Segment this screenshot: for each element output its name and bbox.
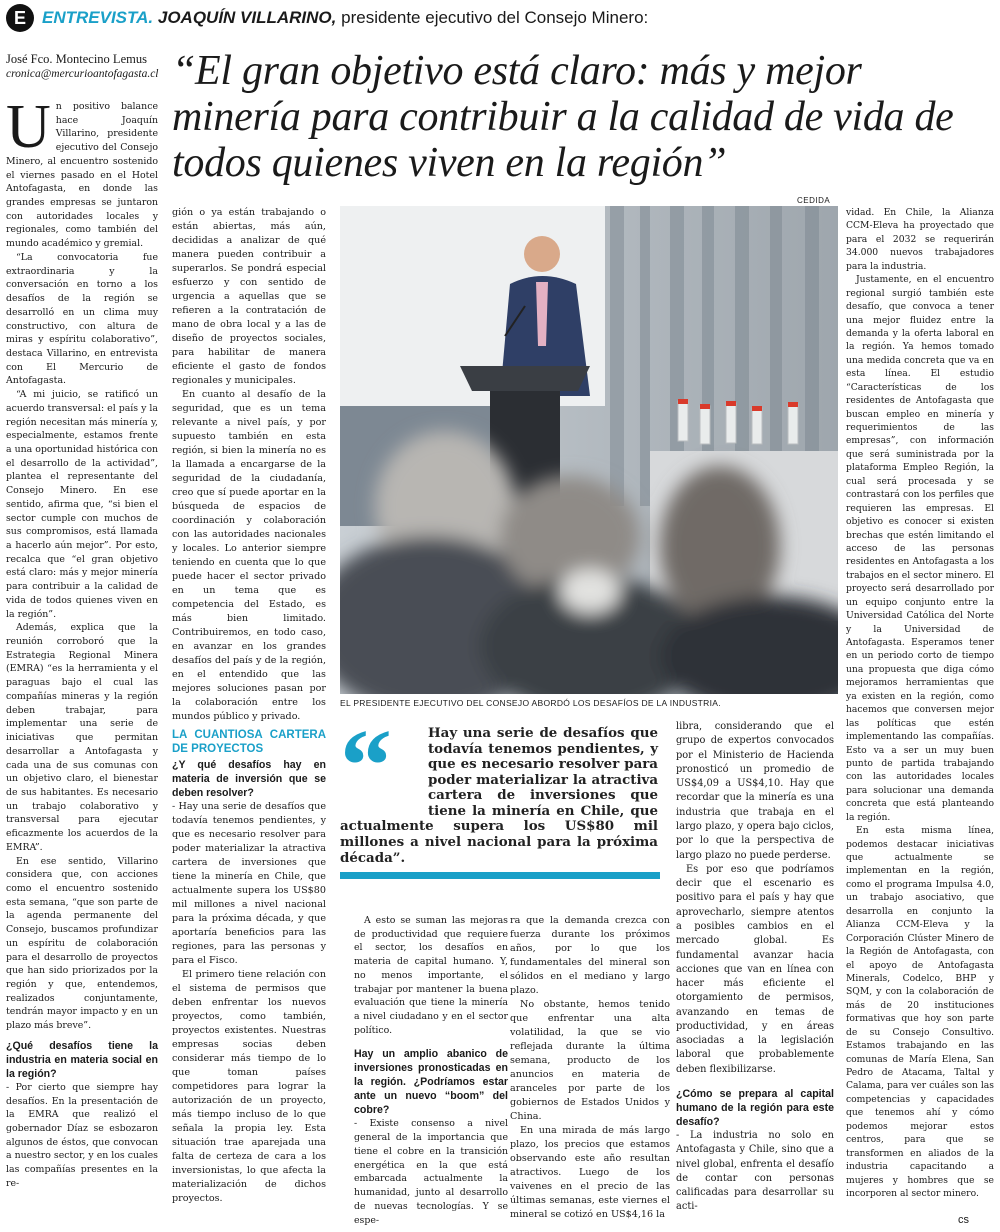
col1-paragraph: “A mi juicio, se ratificó un acuerdo transversal: el país y la región necesitan más minería y, especialmente, estamos frente a una oportunidad histórica con el desarrollo de la actividad”, plantea el representante del Consejo Minero. En ese sentido, afirma que, “si bien el sector cumple con muchos de sus compromisos, está llamada a hacerlo aún mejor”. Por esto, recalca que “el gran objetivo está claro: más y mejor minería para contribuir a la calidad de vida de todos quienes viven en la región”. [6, 389, 158, 620]
col2-paragraph: En cuanto al desafío de la seguridad, que es un tema relevante a nivel país, y por supuesto también en esta región, si bien la minería no es la llamada a encargarse de la seguridad de la ciudadanía, creo que sí puede aportar en la búsqueda de espacios de coordinación y colaboración con las autoridades nacionales y locales. Lo anterior siempre teniendo en cuenta que lo que puede hacer el sector privado en un tema que es competencia del Estado, es más bien limitado. Contribuiremos, en todo caso, en avanzar en los grandes desafíos del país y de la región, en el entendido que las mejores soluciones pasan por la colaboración entre los mundos público y privado. [172, 389, 326, 722]
pull-quote: Hay una serie de desafíos que todavía tenemos pendientes, y que es necesario resolver para poder materializar la atractiva cartera de inversiones que tiene la minería en Chile, que actualmente supera los US$80 mil millones a nivel nacional para la próxima década”. [340, 725, 658, 866]
headline: “El gran objetivo está claro: más y mejor minería para contribuir a la calidad de vida de todos quienes viven en la región” [172, 48, 954, 186]
col2-paragraph: gión o ya están trabajando o están abiertas, más aún, decididas a analizar de qué manera pueden contribuir a superarlos. Se pondrá especial esfuerzo y con sentido de urgencia a aquellas que se refieren a la contratación de mano de obra local y a las de diseño de proyectos sociales, para habilitar de manera eficiente el gasto de fondos regionales y municipales. [172, 207, 326, 386]
col4-paragraph: En una mirada de más largo plazo, los precios que estamos observando este año resultan atractivos. Luego de los vaivenes en el precio de las últimas semanas, este viernes el mineral se cotizó en US$4,16 la [510, 1125, 670, 1220]
interviewee-name: JOAQUÍN VILLARINO, [157, 8, 337, 27]
col6-paragraph: vidad. En Chile, la Alianza CCM-Eleva ha proyectado que para el 2032 se requerirán 34.000 nuevos trabajadores para la industria. [846, 207, 994, 272]
photo-caption: EL PRESIDENTE EJECUTIVO DEL CONSEJO ABORDÓ LOS DESAFÍOS DE LA INDUSTRIA. [340, 698, 721, 708]
section-label: ENTREVISTA. [42, 8, 154, 27]
interview-question: ¿Qué desafíos tiene la industria en materia social en la región? [6, 1039, 158, 1080]
interview-question: Hay un amplio abanico de inversiones pronosticadas en la región. ¿Podríamos estar ante un nuevo “boom” del cobre? [354, 1048, 508, 1117]
interview-question: ¿Cómo se prepara al capital humano de la región para este desafío? [676, 1088, 834, 1129]
column-4 [510, 914, 670, 1222]
section-logo [6, 4, 34, 32]
col1-paragraph: En ese sentido, Villarino considera que, con acciones como el encuentro sostenido esta semana, “que son parte de la agenda permanente del Consejo, buscamos profundizar un espíritu de colaboración para el desarrollo de proyectos que han sido priorizados por la región y que, entendemos, realizados conjuntamente, tendrán mayor impacto y en un plazo más breve”. [6, 855, 158, 1032]
byline-author: José Fco. Montecino Lemus [6, 52, 147, 66]
quote-mark-icon: “ [340, 708, 392, 823]
pull-quote-rule [340, 872, 660, 879]
article-photo [340, 206, 838, 694]
col2-paragraph: - Hay una serie de desafíos que todavía tenemos pendientes, y que es necesario resolver para poder materializar la atractiva cartera de inversiones que tiene la minería en Chile, que actualmente supera los US$80 mil millones a nivel nacional para la próxima década, y que aportaría beneficios para las regiones, para las personas y para el Fisco. [172, 801, 326, 966]
column-2 [172, 206, 326, 1206]
photo-illustration [340, 206, 838, 694]
col3-paragraph: A esto se suman las mejoras de productividad que requiere el sector, los desafíos en materia de capital humano. Y, no menos importante, el trabajar por mantener la buena evaluación que tiene la minería a nivel ciudadano y en el sector político. [354, 915, 508, 1036]
col4-paragraph: ra que la demanda crezca con fuerza durante los próximos años, por lo que los fundamentales del mineral son sólidos en el mediano y largo plazo. [510, 915, 670, 996]
col3-paragraph: - Existe consenso a nivel general de la importancia que tiene el cobre en la transición energética en la que está embarcada actualmente la humanidad, junto al desarrollo de nuevas tecnologías. Y se espe- [354, 1118, 508, 1226]
column-5 [676, 720, 834, 1215]
col1-paragraph: - Por cierto que siempre hay desafíos. En la presentación de la EMRA que realizó el gobernador Díaz se esbozaron algunos de éstos, que convocan a nuestro sector, y en los cuales las compañías presentes en la re- [6, 1081, 158, 1189]
col1-paragraph: n positivo balance hace Joaquín Villarino, presidente ejecutivo del Consejo Minero, al encuentro sostenido el viernes pasado en el Hotel Antofagasta, en donde las grandes empresas se juntaron con autoridades locales y regionales, como también del mundo académico y gremial. [6, 101, 158, 250]
byline-email: cronica@mercurioantofagasta.cl [6, 68, 159, 80]
col1-paragraph: Además, explica que la reunión corroboró que la Estrategia Regional Minera (EMRA) “es la herramienta y el paraguas bajo el cual las compañías mineras y la región deben trabajar, para implementar una serie de iniciativas que permitan desarrollar a Antofagasta y cada una de sus comunas con un objetivo claro, el bienestar de sus habitantes. Es necesario un trabajo colaborativo y transversal para ejecutar eficazmente los acuerdos de la EMRA”. [6, 622, 158, 853]
column-6 [846, 206, 994, 1200]
col5-paragraph: libra, considerando que el grupo de expertos convocados por el Ministerio de Hacienda pronosticó un promedio de US$4,09 a US$4,10. Hay que recordar que la minería es una industria que trabaja en el largo plazo, y opera bajo ciclos, por lo que la perspectiva de largo plazo no puede perderse. [676, 721, 834, 861]
col5-paragraph: - La industria no solo en Antofagasta y Chile, sino que a nivel global, enfrenta el desafío de contar con personas calificadas para desarrollar su acti- [676, 1130, 834, 1213]
end-mark: cs [958, 1214, 969, 1226]
photo-credit: CEDIDA [797, 196, 831, 205]
col4-paragraph: No obstante, hemos tenido que enfrentar una alta volatilidad, la que se vio reflejada durante la última semana, producto de los anuncios en materia de aranceles por parte de los gobiernos de Estados Unidos y China. [510, 999, 670, 1122]
col6-paragraph: Justamente, en el encuentro regional surgió también este desafío, que convoca a tener una mejor fluidez entre la demanda y la oferta laboral en la región. Ya hemos tomado una medida concreta que va en esta línea. El estudio “Características de los residentes de Antofagasta que buscan empleo en minería y requerimientos de las empresas”, con información que será suministrada por la plataforma Empleo Región, la cual será procesada y se contrastará con los perfiles que requieren las empresas. El objetivo es conocer si existen brechas que estén limitando el acceso de las personas residentes en Antofagasta a los trabajos en el sector minero. El proyecto será desarrollado por un equipo conjunto entre la Universidad Católica del Norte y la Universidad de Antofagasta. Esperamos tener en un periodo corto de tiempo una propuesta que diga cómo mejoramos herramientas que ya existen en la región, como hacemos que conversen mejor las políticas que estén implementando las compañías. Esto va a ser un muy buen punto de partida trabajando con las autoridades locales para solucionar una demanda concreta que está planteando la región. [846, 274, 994, 823]
column-3 [354, 914, 508, 1227]
col1-paragraph: “La convocatoria fue extraordinaria y la conversación en torno a los desafíos de la región se desarrolló en un clima muy constructivo, con altura de miras y espíritu colaborativo”, destaca Villarino, en entrevista con El Mercurio de Antofagasta. [6, 251, 158, 387]
interview-question: ¿Y qué desafíos hay en materia de inversión que se deben resolver? [172, 759, 326, 799]
drop-cap: U [6, 93, 51, 161]
col6-paragraph: En esta misma línea, podemos destacar iniciativas que actualmente se implementan en la región, como el programa Impulsa 4.0, un trabajo asociativo, que desarrolla en conjunto la Alianza CCM-Eleva y la Corporación Clúster Minero de la Región de Antofagasta, con el apoyo de Antofagasta Minerals, Codelco, BHP y SQM, y con la colaboración de más de 20 instituciones formativas que hoy son parte de su Consejo Consultivo. Estamos trabajando en las comunas de María Elena, San Pedro de Atacama, Taltal y Calama, para ver cuáles son las competencias y capacidades que tenemos ahí y cómo podemos mejorar estos centros, para que se transformen en aliados de la industria capacitando a mujeres y hombres que se incorporen al sector minero. [846, 825, 994, 1199]
interviewee-role: presidente ejecutivo del Consejo Minero: [341, 8, 649, 27]
section-heading: LA CUANTIOSA CARTERA DE PROYECTOS [172, 729, 326, 755]
column-1 [6, 93, 158, 1191]
kicker-line [42, 8, 648, 28]
col5-paragraph: Es por eso que podríamos decir que el escenario es positivo para el país y hay que aprovecharlo, siempre atentos a posibles cambios en el mercado global. Es fundamental avanzar hacia acciones que van en línea con hacer más eficiente el otorgamiento de permisos, avanzando en temas de productividad, y en áreas asociadas a la legislación laboral que probablemente deben flexibilizarse. [676, 863, 834, 1075]
col2-paragraph: El primero tiene relación con el sistema de permisos que deben enfrentar los nuevos proyectos, como también, proyectos existentes. Nuestras empresas socias deben considerar más tiempo de lo que toman países competidores para lograr la autorización de un proyecto, más tiempo incluso de lo que señala la propia ley. Esta situación trae aparejada una falta de certeza de cara a los inversionistas, lo que afecta la materialización de dichos proyectos. [172, 969, 326, 1204]
section-logo-letter: E [13, 7, 26, 28]
